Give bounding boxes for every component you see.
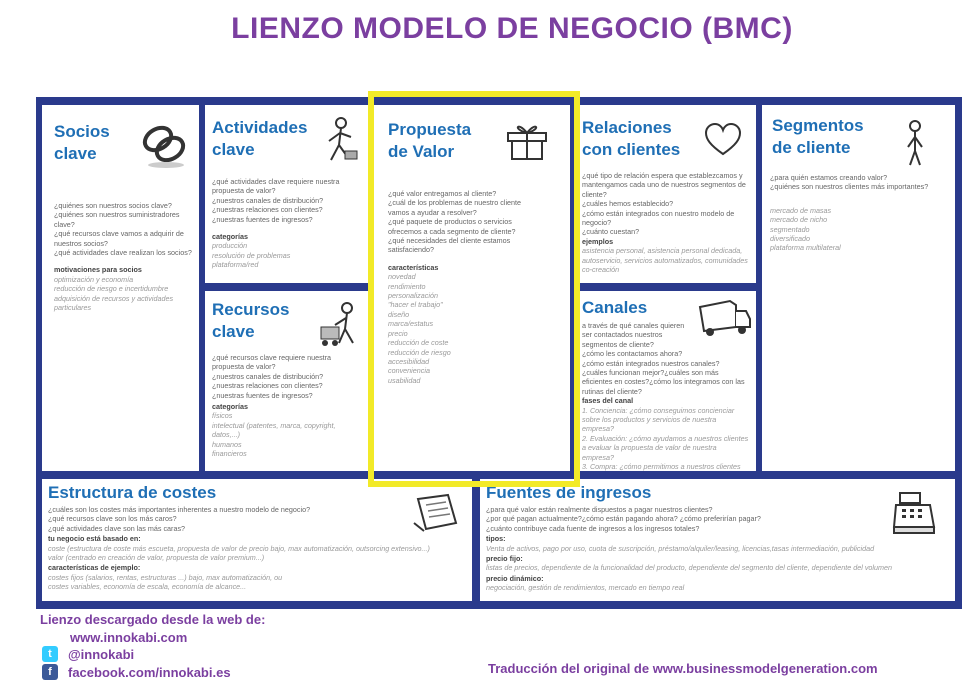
canales-title: Canales xyxy=(582,298,648,317)
recursos-body: ¿qué recursos clave requiere nuestra propuesta de valor? ¿nuestros canales de distribución? ¿nuestras relaciones con clientes? ¿nuestras fuentes de ingresos? categorías físicos intelectual (patentes, marca, copyright, datos,...) humanos financieros xyxy=(212,353,336,459)
chain-links-icon xyxy=(138,119,192,171)
heart-icon xyxy=(704,123,742,157)
business-model-canvas xyxy=(36,97,962,609)
block-canales xyxy=(576,291,756,471)
worker-icon xyxy=(323,115,361,165)
actividades-title: Actividades clave xyxy=(212,118,308,159)
block-segmentos-de-cliente xyxy=(762,105,955,471)
block-recursos-clave xyxy=(205,291,368,471)
ingresos-title: Fuentes de ingresos xyxy=(486,483,652,502)
worker-with-cart-icon xyxy=(317,301,363,349)
socios-title: Socios clave xyxy=(54,122,110,163)
socios-body: ¿quiénes son nuestros socios clave? ¿quiénes son nuestros suministradores clave? ¿qué recursos clave vamos a adquirir de nuestros socios? ¿qué actividades clave realizan los socios? motivaciones para socios optimización y economía reducción de riesgo e incertidumbre adquisición de recursos y actividades particulares xyxy=(54,201,192,313)
propuesta-title: Propuesta de Valor xyxy=(388,120,472,161)
twitter-icon: t xyxy=(42,646,58,662)
recursos-title: Recursos clave xyxy=(212,300,290,341)
costes-title: Estructura de costes xyxy=(48,483,217,502)
block-relaciones-con-clientes xyxy=(576,105,756,283)
facebook-icon: f xyxy=(42,664,58,680)
page-title: LIENZO MODELO DE NEGOCIO (BMC) xyxy=(231,12,793,45)
actividades-body: ¿qué actividades clave requiere nuestra propuesta de valor? ¿nuestros canales de distribución? ¿nuestras relaciones con clientes? ¿nuestras fuentes de ingresos? categorías producción resolución de problemas plataforma/red xyxy=(212,177,340,270)
costes-body: ¿cuáles son los costes más importantes inherentes a nuestro modelo de negocio? ¿qué recursos clave son los más caros? ¿qué actividades clave son las más caras? tu negocio está basado en: coste (estructura de coste más escueta, propuesta de valor de precio bajo, max automatización, outsorcing extensivo...) valor (centrado en creación de valor, propuesta de valor premium...) características de ejemplo: costes fijos (salarios, rentas, estructuras ...) bajo, max automatización, ou costes variables, economía de escala, economía de alcance... xyxy=(48,505,430,592)
facebook-link[interactable]: facebook.com/innokabi.es xyxy=(68,665,231,680)
block-propuesta-de-valor xyxy=(374,105,570,471)
translation-credit: Traducción del original de www.businessmodelgeneration.com xyxy=(488,661,878,676)
block-socios-clave xyxy=(42,105,199,471)
person-standing-icon xyxy=(902,119,928,169)
gift-box-icon xyxy=(504,119,554,167)
download-label: Lienzo descargado desde la web de: xyxy=(40,612,266,627)
ingresos-body: ¿para qué valor están realmente dispuestos a pagar nuestros clientes? ¿por qué pagan actualmente?¿cómo están pagando ahora? ¿cómo preferirían pagar? ¿cuánto contribuye cada fuente de ingresos a los ingresos totales? tipos: Venta de activos, pago por uso, cuota de suscripción, préstamo/alquiler/leasing, licencias,tasas intermediación, publicidad precio fijo: listas de precios, dependiente de la funcionalidad del producto, dependiente del segmento del cliente, dependiente del volumen precio dinámico: negociación, gestión de rendimientos, mercado en tiempo real xyxy=(486,505,892,593)
twitter-link[interactable]: @innokabi xyxy=(68,647,135,662)
block-actividades-clave xyxy=(205,105,368,283)
canales-body: a través de qué canales quieren ser contactados nuestros segmentos de cliente? ¿cómo les contactamos ahora? ¿cómo están integrados nuestros canales? ¿cuáles funcionan mejor?¿cuáles son más eficientes en costes?¿cómo los integramos con las rutinas del cliente? fases del canal 1. Conciencia: ¿cómo conseguimos concienciar sobre los productos y servicios de nuestra empresa? 2. Evaluación: ¿cómo ayudamos a nuestros clientes a evaluar la propuesta de valor de nuestra empresa? 3. Compra: ¿cómo permitimos a nuestros clientes xyxy=(582,321,749,471)
relaciones-body: ¿qué tipo de relación espera que establezcamos y mantengamos cada uno de nuestros segmentos de cliente? ¿cuáles hemos establecido? ¿cómo están integrados con nuestro modelo de negocio? ¿cuánto cuestan? ejemplos asistencia personal, asistencia personal dedicada, autoservicio, servicios automatizados, comunidades co-creación xyxy=(582,171,748,275)
propuesta-body: ¿qué valor entregamos al cliente? ¿cuál de los problemas de nuestro cliente vamos a ayudar a resolver? ¿qué paquete de productos o servicios ofrecemos a cada segmento de cliente? ¿qué necesidades del cliente estamos satisfaciendo? características novedad rendimiento personalización "hacer el trabajo" diseño marca/estatus precio reducción de coste reducción de riesgo accesibilidad conveniencia usabilidad xyxy=(388,189,522,385)
block-estructura-de-costes xyxy=(42,479,472,601)
block-fuentes-de-ingresos xyxy=(480,479,955,601)
segmentos-title: Segmentos de cliente xyxy=(772,116,864,157)
relaciones-title: Relaciones con clientes xyxy=(582,118,681,159)
website-link[interactable]: www.innokabi.com xyxy=(70,630,188,645)
segmentos-body: ¿para quién estamos creando valor? ¿quiénes son nuestros clientes más importantes? mercado de masas mercado de nicho segmentado diversificado plataforma multilateral xyxy=(770,173,929,253)
